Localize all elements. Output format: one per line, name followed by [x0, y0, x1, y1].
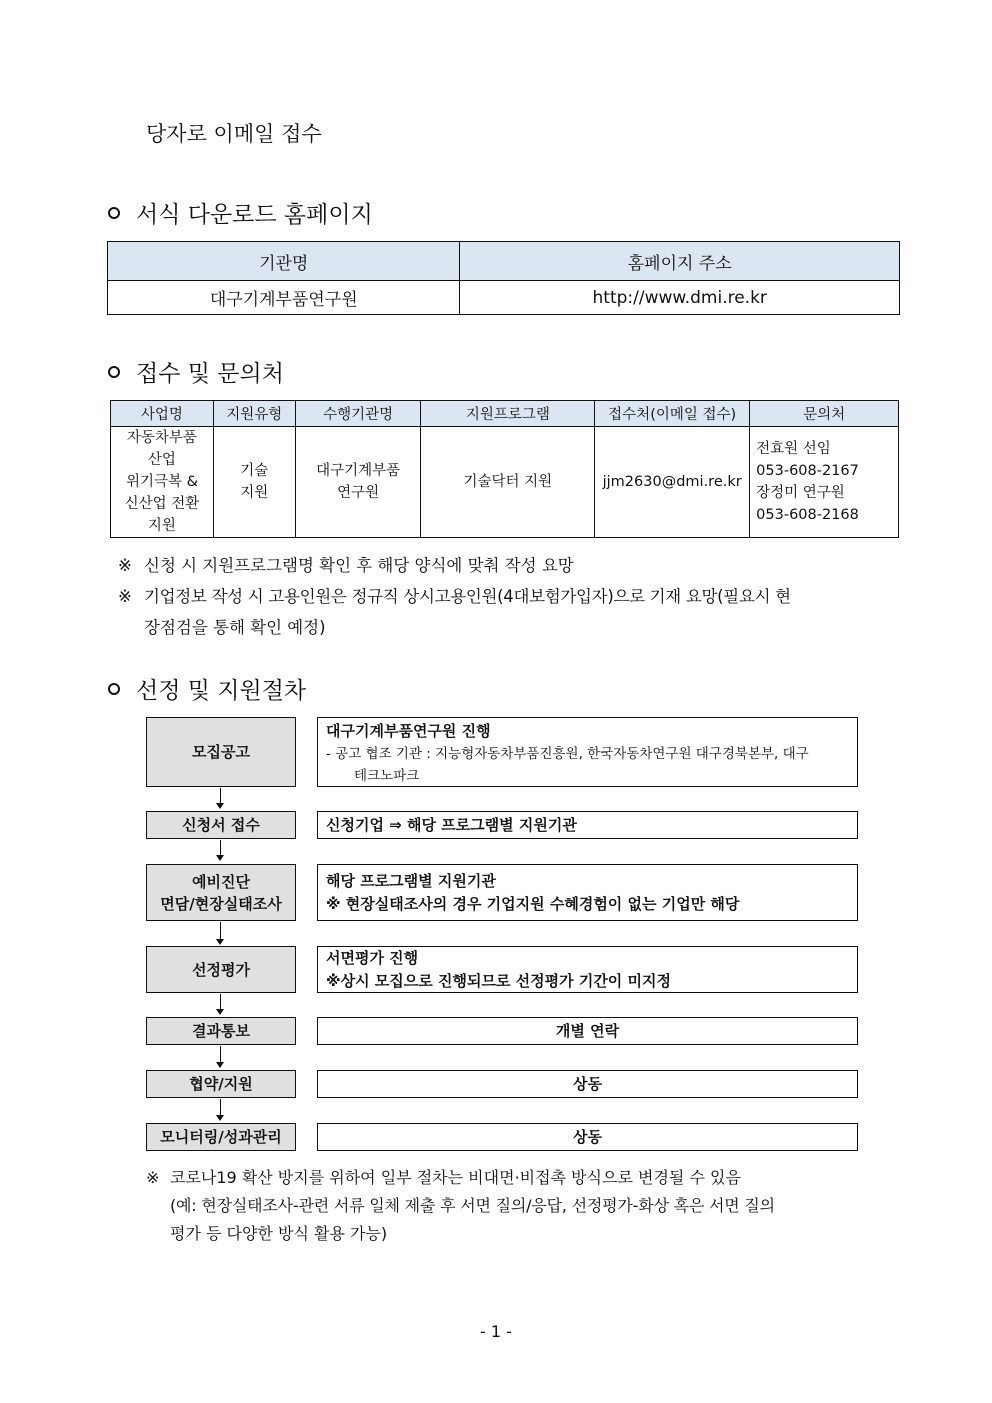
- cell-line: 전효원 선임: [756, 441, 831, 457]
- org-cell: [295, 427, 421, 538]
- program-cell: 기술닥터 지원: [421, 427, 595, 538]
- cell-line: 053-608-2167: [756, 463, 859, 479]
- step-label-text: 예비진단: [192, 872, 250, 891]
- note-line: [146, 1164, 898, 1192]
- step-label-text: 결과통보: [192, 1022, 250, 1040]
- note-text: (예: 현장실태조사-관련 서류 일체 제출 후 서면 질의/응답, 선정평가-화상 혹은 서면 질의: [170, 1196, 775, 1215]
- step-main-text: 개별 연락: [555, 1021, 620, 1040]
- cell-line: 자동차부품: [126, 430, 197, 446]
- step-main-text: 서면평가 진행: [326, 948, 419, 967]
- table-header: 홈페이지 주소: [460, 242, 900, 281]
- step-main-text: ※ 현장실태조사의 경우 기업지원 수혜경험이 없는 기업만 해당: [326, 894, 740, 913]
- section-title: 선정 및 지원절차: [136, 678, 307, 704]
- section-procedure-heading: [108, 672, 306, 705]
- step-desc-agreement: [317, 1070, 858, 1098]
- cell-line: 장정미 연구원: [756, 485, 845, 501]
- cell-line: 기술: [240, 463, 269, 479]
- note-line: [118, 581, 898, 612]
- step-desc-evaluation: [317, 946, 858, 993]
- step-main-text: 상동: [573, 1074, 602, 1093]
- email-link[interactable]: jjm2630@dmi.re.kr: [595, 427, 750, 538]
- note-mark: ※: [118, 587, 132, 606]
- down-arrow-icon: [220, 788, 221, 808]
- step-label-agreement: [146, 1070, 296, 1098]
- note-text: 기업정보 작성 시 고용인원은 정규직 상시고용인원(4대보험가입자)으로 기재 요망(필요시 현: [144, 587, 791, 606]
- note-text: 신청 시 지원프로그램명 확인 후 해당 양식에 맞춰 작성 요망: [144, 556, 574, 575]
- down-arrow-icon: [220, 1046, 221, 1067]
- step-label-text: 신청서 접수: [182, 816, 260, 834]
- cell-line: 053-608-2168: [756, 507, 859, 523]
- circle-bullet-icon: [108, 683, 120, 695]
- step-label-monitoring: [146, 1123, 296, 1151]
- page-number: - 1 -: [480, 1322, 512, 1341]
- note-line: [118, 550, 898, 581]
- step-label-recruit: [146, 717, 296, 787]
- table-row: [111, 427, 899, 538]
- homepage-link[interactable]: http://www.dmi.re.kr: [460, 281, 900, 315]
- cell-line: 위기극복 &: [125, 474, 198, 490]
- table-header: 수행기관명: [295, 401, 421, 427]
- table-header: 사업명: [111, 401, 214, 427]
- procedure-note: [146, 1164, 898, 1248]
- contact-notes: [118, 550, 898, 643]
- cell-line: 대구기계부품: [316, 463, 401, 479]
- step-label-text: 선정평가: [192, 960, 250, 979]
- step-label-text: 모집공고: [192, 743, 250, 761]
- step-label-text: 모니터링/성과관리: [160, 1128, 282, 1146]
- step-main-text: ※상시 모집으로 진행되므로 선정평가 기간이 미지정: [326, 971, 671, 990]
- note-text: 장점검을 통해 확인 예정): [144, 618, 326, 637]
- table-header: 문의처: [750, 401, 899, 427]
- down-arrow-icon: [220, 922, 221, 944]
- note-mark: ※: [118, 556, 132, 575]
- circle-bullet-icon: [108, 207, 120, 219]
- step-desc-monitoring: [317, 1123, 858, 1151]
- step-desc-diagnosis: [317, 864, 858, 921]
- section-download-heading: [108, 196, 373, 229]
- cell-line: 신산업 전환: [124, 496, 200, 512]
- note-mark: ※: [146, 1168, 160, 1187]
- section-title: 접수 및 문의처: [136, 361, 284, 387]
- intro-text: 당자로 이메일 접수: [146, 122, 322, 146]
- step-desc-recruit: [317, 717, 858, 787]
- table-header: 기관명: [108, 242, 460, 281]
- section-contact-heading: [108, 355, 284, 388]
- download-table: [107, 241, 900, 315]
- cell-line: 지원: [147, 518, 176, 534]
- contact-cell: [750, 427, 899, 538]
- down-arrow-icon: [220, 1099, 221, 1120]
- step-main-text: 해당 프로그램별 지원기관: [326, 871, 496, 890]
- section-title: 서식 다운로드 홈페이지: [136, 202, 373, 228]
- step-desc-application: [317, 811, 858, 839]
- step-label-text: 면담/현장실태조사: [160, 894, 282, 913]
- step-sub-text: - 공고 협조 기관 : 지능형자동차부품진흥원, 한국자동차연구원 대구경북본부, 대구: [326, 746, 809, 762]
- step-main-text: 대구기계부품연구원 진행: [326, 722, 491, 740]
- business-name-cell: [111, 427, 214, 538]
- cell-line: 연구원: [337, 485, 380, 501]
- down-arrow-icon: [220, 840, 221, 860]
- step-desc-result: [317, 1017, 858, 1045]
- note-text: 평가 등 다양한 방식 활용 가능): [170, 1224, 388, 1243]
- contact-table: [110, 400, 899, 538]
- table-row: [108, 281, 900, 315]
- org-cell: 대구기계부품연구원: [108, 281, 460, 315]
- cell-line: 산업: [147, 452, 176, 468]
- table-header: 지원프로그램: [421, 401, 595, 427]
- down-arrow-icon: [220, 994, 221, 1014]
- step-sub-text: 테크노파크: [354, 768, 420, 784]
- table-header: 지원유형: [213, 401, 295, 427]
- step-label-application: [146, 811, 296, 839]
- step-label-result: [146, 1017, 296, 1045]
- circle-bullet-icon: [108, 366, 120, 378]
- note-line: [118, 612, 898, 643]
- support-type-cell: [213, 427, 295, 538]
- table-header: 접수처(이메일 접수): [595, 401, 750, 427]
- step-main-text: 상동: [573, 1127, 602, 1146]
- step-label-diagnosis: [146, 864, 296, 921]
- step-label-text: 협약/지원: [189, 1075, 253, 1093]
- step-main-text: 신청기업 ⇒ 해당 프로그램별 지원기관: [326, 815, 577, 834]
- note-text: 코로나19 확산 방지를 위하여 일부 절차는 비대면·비접촉 방식으로 변경될 수 있음: [170, 1168, 741, 1187]
- step-label-evaluation: [146, 946, 296, 993]
- cell-line: 지원: [240, 485, 269, 501]
